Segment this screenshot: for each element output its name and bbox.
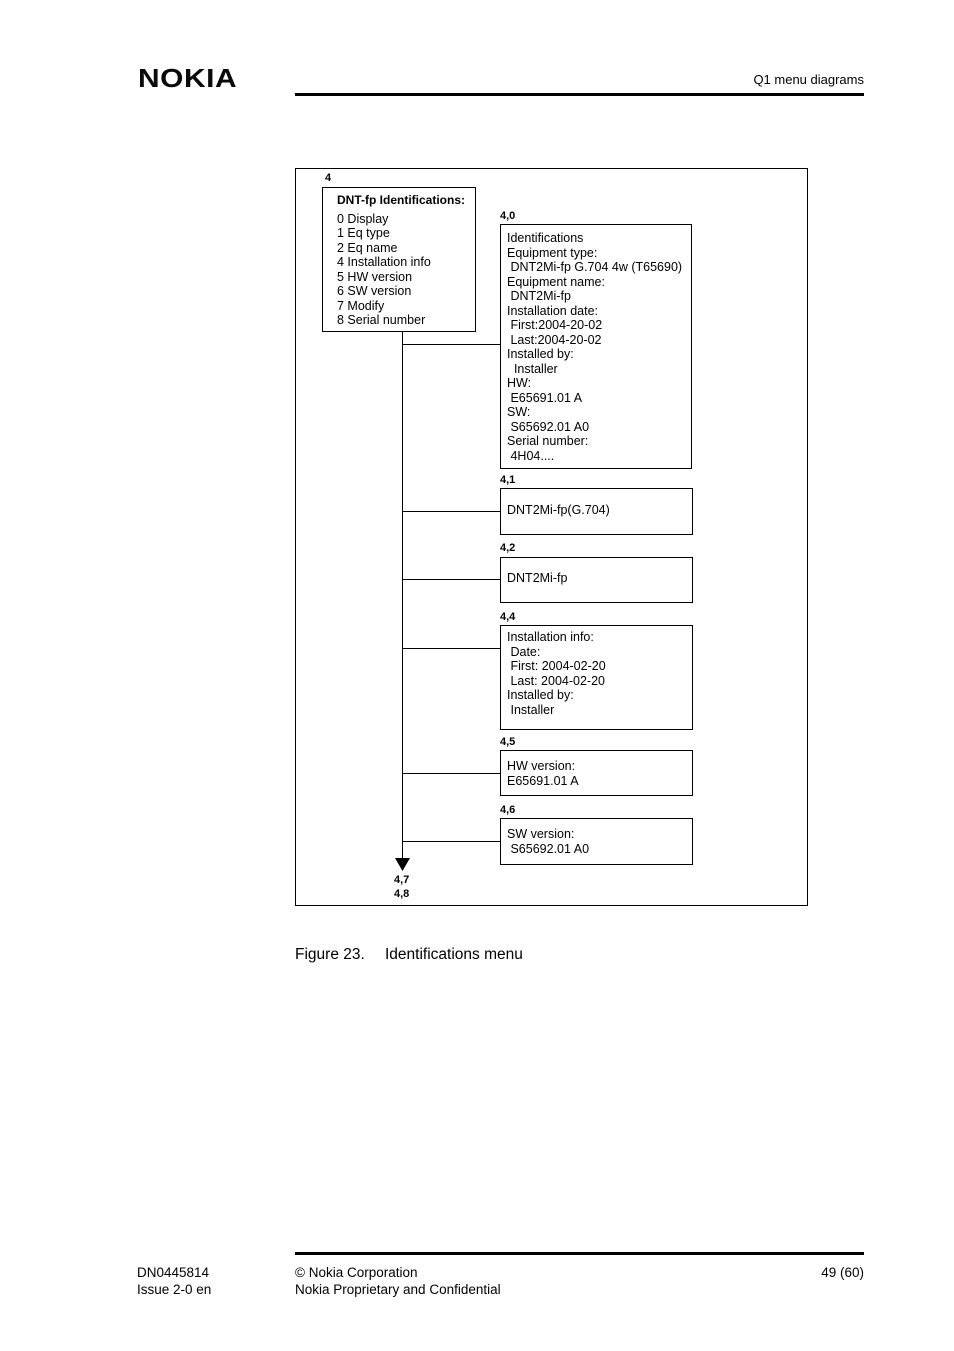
root-menu-box <box>322 187 476 332</box>
box-line: DNT2Mi-fp <box>507 571 568 585</box>
box-line: HW: <box>507 376 532 390</box>
box-line: Installed by: <box>507 688 574 702</box>
box-line: SW: <box>507 405 531 419</box>
nokia-logo: NOKIA <box>138 63 238 93</box>
node-label: 4,0 <box>500 210 516 222</box>
box-line: First:2004-20-02 <box>507 318 603 332</box>
confidentiality: Nokia Proprietary and Confidential <box>295 1282 501 1297</box>
footer-rule <box>295 1252 864 1255</box>
menu-item: 6 SW version <box>337 284 412 298</box>
box-line: Last:2004-20-02 <box>507 332 602 347</box>
down-arrow-icon <box>395 857 411 873</box>
branch-connector <box>402 344 500 345</box>
box-line: Installed by: <box>507 347 574 361</box>
box-line: S65692.01 A0 <box>507 419 590 434</box>
box-line: E65691.01 A <box>507 773 579 788</box>
box-line: S65692.01 A0 <box>507 841 590 856</box>
box-line: DNT2Mi-fp G.704 4w (T65690) <box>507 260 683 274</box>
branch-connector <box>402 511 500 512</box>
node-label: 4,1 <box>500 474 516 486</box>
doc-id: DN0445814 <box>137 1265 210 1280</box>
issue-number: Issue 2-0 en <box>137 1282 212 1297</box>
eq-name-box <box>500 557 693 603</box>
menu-item: 5 HW version <box>337 269 413 284</box>
branch-connector <box>402 773 500 774</box>
box-line: SW version: <box>507 827 575 841</box>
footer-doc-info <box>137 1264 211 1298</box>
installation-info-box <box>500 625 693 730</box>
menu-item: 2 Eq name <box>337 240 398 255</box>
eq-type-box <box>500 488 693 535</box>
connector-trunk <box>402 332 403 859</box>
sw-version-box <box>500 818 693 865</box>
figure-title: Identifications menu <box>385 946 523 963</box>
box-line: First: 2004-02-20 <box>507 659 606 673</box>
figure-number: Figure 23. <box>295 946 365 963</box>
box-line: Serial number: <box>507 434 589 448</box>
continuation-label: 4,7 <box>394 874 410 886</box>
root-menu-title: DNT-fp Identifications: <box>337 193 465 207</box>
menu-item: 0 Display <box>337 211 389 226</box>
node-label: 4,6 <box>500 804 516 816</box>
menu-item: 7 Modify <box>337 298 385 313</box>
box-line: DNT2Mi-fp <box>507 289 571 303</box>
hw-version-box <box>500 750 693 796</box>
node-label: 4,2 <box>500 542 516 554</box>
box-line: Installation info: <box>507 630 594 644</box>
box-line: 4H04.... <box>507 448 555 463</box>
box-line: E65691.01 A <box>507 390 583 405</box>
footer-legal <box>295 1264 501 1298</box>
section-title: Q1 menu diagrams <box>753 72 864 87</box>
box-line: DNT2Mi-fp(G.704) <box>507 503 610 517</box>
header-rule <box>295 93 864 96</box>
box-line: Installer <box>507 361 558 376</box>
box-line: Date: <box>507 644 541 659</box>
box-line: Equipment type: <box>507 245 598 260</box>
continuation-label: 4,8 <box>394 888 410 900</box>
box-line: HW version: <box>507 759 576 773</box>
branch-connector <box>402 841 500 842</box>
root-menu-label: 4 <box>325 172 332 184</box>
figure-caption <box>295 946 523 964</box>
copyright: © Nokia Corporation <box>295 1265 418 1280</box>
node-label: 4,4 <box>500 611 516 623</box>
box-line: Installation date: <box>507 303 599 318</box>
identifications-box <box>500 224 692 469</box>
menu-item: 8 Serial number <box>337 313 426 327</box>
menu-item: 1 Eq type <box>337 226 390 240</box>
branch-connector <box>402 648 500 649</box>
box-line: Identifications <box>507 231 584 245</box>
branch-connector <box>402 579 500 580</box>
node-label: 4,5 <box>500 736 516 748</box>
box-line: Equipment name: <box>507 274 605 289</box>
page-number: 49 (60) <box>821 1265 864 1280</box>
box-line: Installer <box>507 702 555 717</box>
menu-item: 4 Installation info <box>337 255 431 269</box>
box-line: Last: 2004-02-20 <box>507 673 605 688</box>
